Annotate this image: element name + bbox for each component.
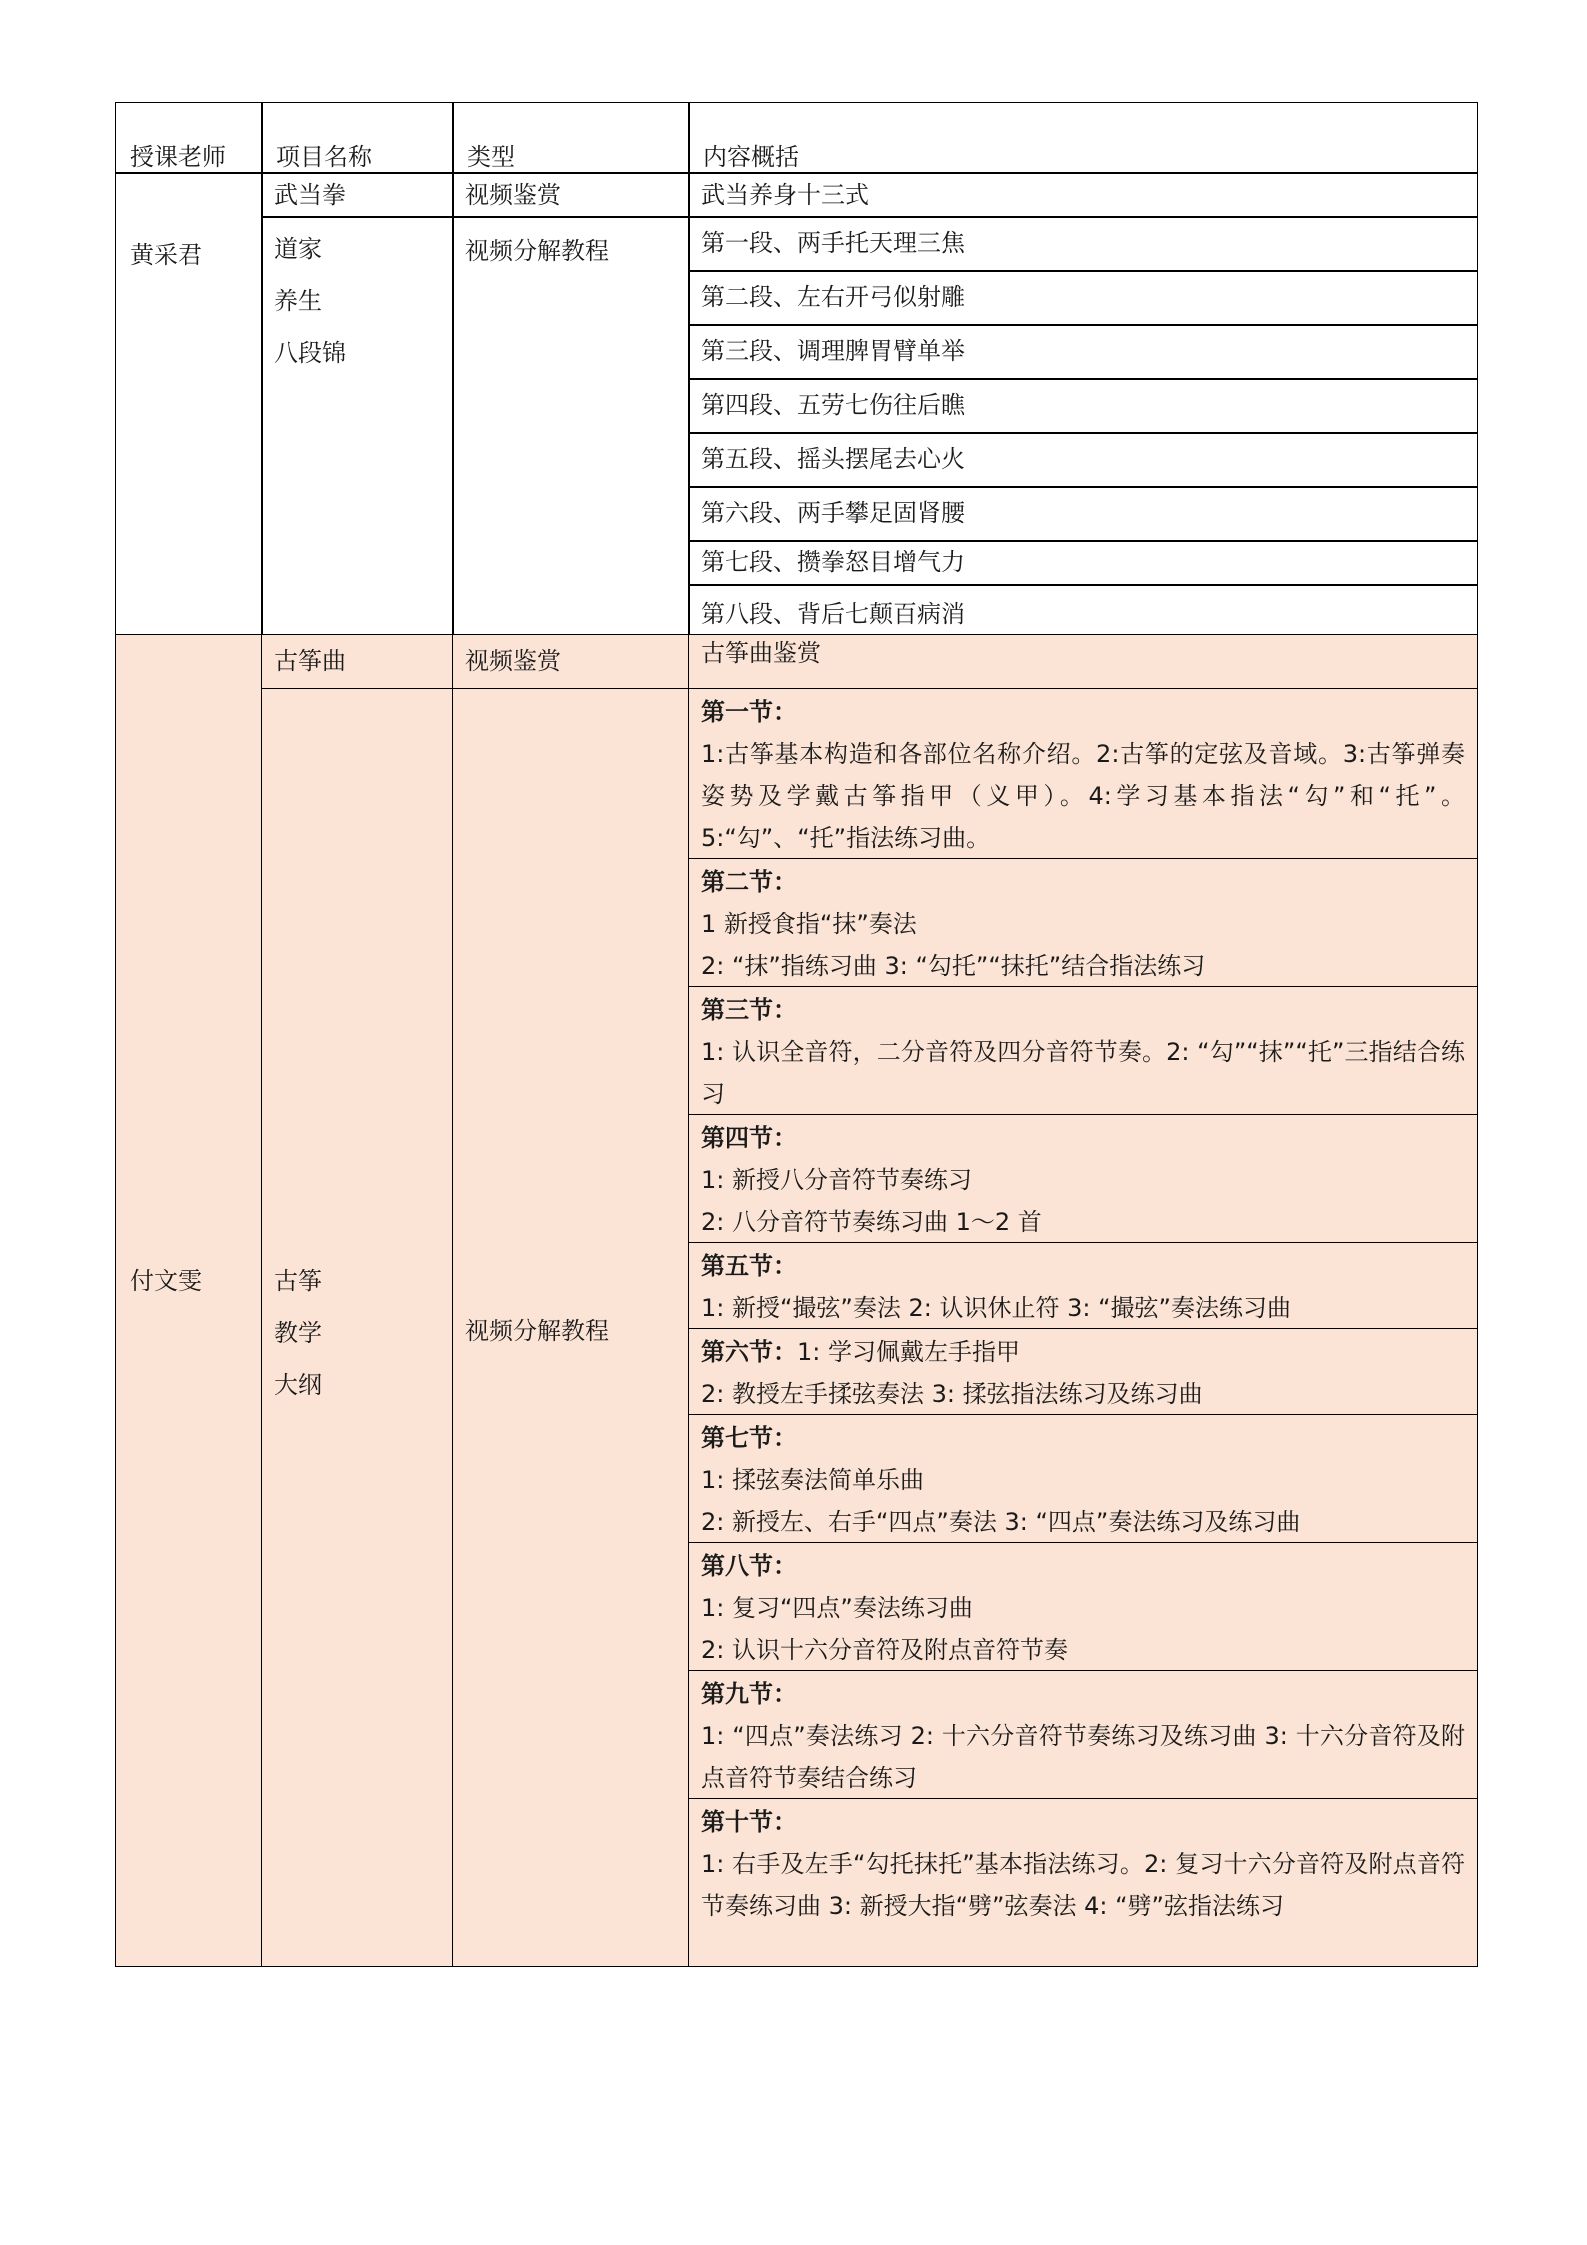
section-title: 第五节： <box>701 1252 797 1280</box>
section-line: 2: 教授左手揉弦奏法 3: 揉弦指法练习及练习曲 <box>701 1380 1203 1408</box>
content-section <box>688 1670 1478 1800</box>
content-item: 第三段、调理脾胃臂单举 <box>688 324 1478 380</box>
section-line: 1: 揉弦奏法简单乐曲 <box>701 1466 924 1494</box>
section-title: 第七节： <box>701 1424 797 1452</box>
section-line: 1 新授食指“抹”奏法 <box>701 910 917 938</box>
type-cell <box>452 688 690 1967</box>
teacher-name: 黄采君 <box>130 241 202 269</box>
section-inline-text: 1: 学习佩戴左手指甲 <box>797 1338 1020 1366</box>
content-section <box>688 1798 1478 1967</box>
project-line: 古筝 <box>274 1267 322 1295</box>
content-cell: 武当养身十三式 <box>688 172 1478 218</box>
content-section <box>688 1414 1478 1544</box>
section-line: 1: 复习“四点”奏法练习曲 <box>701 1594 973 1622</box>
section-title: 第三节： <box>701 996 797 1024</box>
section-title: 第四节： <box>701 1124 797 1152</box>
type-cell: 视频鉴赏 <box>452 172 690 218</box>
section-line: 2: 新授左、右手“四点”奏法 3: “四点”奏法练习及练习曲 <box>701 1508 1301 1536</box>
header-type: 类型 <box>452 102 690 174</box>
section-text: 1:古筝基本构造和各部位名称介绍。2:古筝的定弦及音域。3:古筝弹奏姿势及学戴古筝指甲（义甲）。4:学习基本指法“勾”和“托”。5:“勾”、“托”指法练习曲。 <box>701 740 1465 852</box>
section-title: 第二节： <box>701 868 797 896</box>
content-item: 第五段、摇头摆尾去心火 <box>688 432 1478 488</box>
teacher-name: 付文雯 <box>130 1267 202 1295</box>
project-line: 教学 <box>274 1319 322 1347</box>
project-line: 八段锦 <box>274 339 346 367</box>
section-text: 1: “四点”奏法练习 2: 十六分音符节奏练习及练习曲 3: 十六分音符及附点音符节奏结合练习 <box>701 1722 1465 1792</box>
section-title: 第九节： <box>701 1680 797 1708</box>
section-title: 第六节： <box>701 1338 797 1366</box>
content-item: 第六段、两手攀足固肾腰 <box>688 486 1478 542</box>
content-item: 第二段、左右开弓似射雕 <box>688 270 1478 326</box>
section-title: 第八节： <box>701 1552 797 1580</box>
project-cell: 古筝曲 <box>261 634 454 690</box>
section-text: 1: 右手及左手“勾托抹托”基本指法练习。2: 复习十六分音符及附点音符节奏练习曲 3: 新授大指“劈”弦奏法 4: “劈”弦指法练习 <box>701 1850 1465 1920</box>
section-title: 第一节： <box>701 698 797 726</box>
section-line: 1: 新授“撮弦”奏法 2: 认识休止符 3: “撮弦”奏法练习曲 <box>701 1294 1291 1322</box>
project-line: 养生 <box>274 287 322 315</box>
teacher-cell-2 <box>115 634 263 1967</box>
content-item: 第八段、背后七颠百病消 <box>688 584 1478 636</box>
section-line: 2: 认识十六分音符及附点音符节奏 <box>701 1636 1068 1664</box>
content-section <box>688 986 1478 1116</box>
project-line: 道家 <box>274 235 322 263</box>
content-section <box>688 1328 1478 1416</box>
content-section <box>688 1542 1478 1672</box>
content-section <box>688 688 1478 860</box>
content-item: 第四段、五劳七伤往后瞧 <box>688 378 1478 434</box>
project-cell <box>261 688 454 1967</box>
header-teacher: 授课老师 <box>115 102 263 174</box>
content-section <box>688 1242 1478 1330</box>
type-cell: 视频鉴赏 <box>452 634 690 690</box>
content-section <box>688 858 1478 988</box>
content-item: 第七段、攒拳怒目增气力 <box>688 540 1478 586</box>
section-line: 2: “抹”指练习曲 3: “勾托”“抹托”结合指法练习 <box>701 952 1206 980</box>
content-cell: 古筝曲鉴赏 <box>688 634 1478 690</box>
type-text: 视频分解教程 <box>465 1317 609 1345</box>
section-text: 1: 认识全音符，二分音符及四分音符节奏。2: “勾”“抹”“托”三指结合练习 <box>701 1038 1465 1108</box>
header-content: 内容概括 <box>688 102 1478 174</box>
content-item: 第一段、两手托天理三焦 <box>688 216 1478 272</box>
project-line: 大纲 <box>274 1371 322 1399</box>
teacher-cell-1 <box>115 172 263 636</box>
type-cell <box>452 216 690 636</box>
type-text: 视频分解教程 <box>465 237 609 265</box>
content-section <box>688 1114 1478 1244</box>
project-cell: 武当拳 <box>261 172 454 218</box>
section-line: 2: 八分音符节奏练习曲 1～2 首 <box>701 1208 1042 1236</box>
section-title: 第十节： <box>701 1808 797 1836</box>
section-line: 1: 新授八分音符节奏练习 <box>701 1166 972 1194</box>
project-cell <box>261 216 454 636</box>
header-project: 项目名称 <box>261 102 454 174</box>
